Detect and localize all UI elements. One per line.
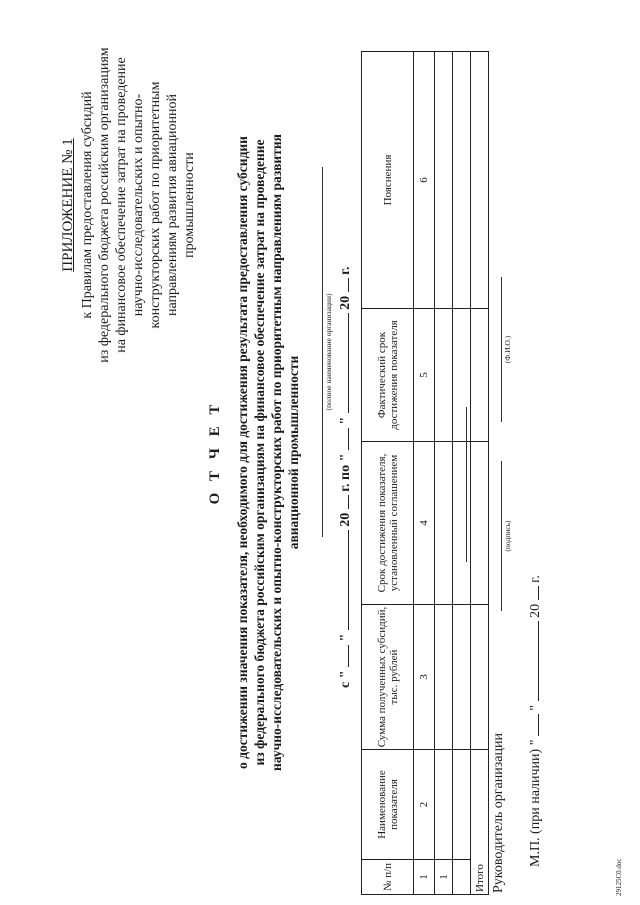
report-period bbox=[336, 268, 354, 688]
appendix-header bbox=[60, 10, 198, 400]
period-end-day-blank bbox=[336, 428, 349, 450]
date-quote: " bbox=[528, 739, 543, 746]
period-start-month-blank bbox=[336, 530, 349, 630]
appendix-line: конструкторских работ по приоритетным bbox=[148, 81, 163, 329]
table-row bbox=[435, 52, 453, 895]
period-to: г. по " bbox=[338, 453, 353, 492]
signature-line bbox=[501, 461, 502, 611]
column-number: 3 bbox=[414, 605, 435, 750]
table-cell bbox=[435, 605, 453, 750]
appendix-line: к Правилам предоставления субсидий bbox=[80, 91, 95, 319]
date-year-blank bbox=[526, 586, 539, 600]
period-start-year-prefix: 20 bbox=[338, 512, 353, 527]
period-end-year-blank bbox=[336, 278, 349, 292]
column-number: 1 bbox=[414, 860, 435, 895]
table-cell bbox=[471, 442, 489, 605]
appendix-line: на финансовое обеспечение затрат на проведение bbox=[114, 57, 129, 353]
period-start-prefix: с " bbox=[338, 670, 353, 688]
full-name-line bbox=[501, 277, 502, 422]
date-month-blank bbox=[526, 621, 539, 701]
table-cell bbox=[453, 750, 471, 860]
table-cell bbox=[453, 309, 471, 442]
header-agreed-deadline: Срок достижения показателя, установленный соглашением bbox=[362, 442, 414, 605]
table-cell bbox=[435, 442, 453, 605]
table-header-row bbox=[362, 52, 414, 895]
table-cell bbox=[435, 750, 453, 860]
report-subtitle-line: из федерального бюджета российским организациям на финансовое обеспечение затрат на проведение bbox=[252, 139, 267, 766]
date-year-prefix: 20 bbox=[528, 603, 543, 618]
table-cell bbox=[453, 442, 471, 605]
header-indicator-name: Наименование показателя bbox=[362, 750, 414, 860]
report-subtitle-line: научно-исследовательских и опытно-конструкторских работ по приоритетным направлениям развития bbox=[269, 134, 284, 771]
table-cell bbox=[471, 309, 489, 442]
appendix-title: ПРИЛОЖЕНИЕ № 1 bbox=[60, 138, 76, 272]
document-code: 29125C0.doc bbox=[615, 858, 623, 896]
table-cell bbox=[453, 605, 471, 750]
table-total-row bbox=[471, 52, 489, 895]
separator-line bbox=[466, 407, 467, 562]
seal-label: М.П. (при наличии) bbox=[528, 748, 543, 867]
table-cell: 1 bbox=[435, 860, 453, 895]
period-end-month-blank bbox=[336, 313, 349, 413]
period-end-quote: " bbox=[338, 416, 353, 425]
header-explanations: Пояснения bbox=[362, 52, 414, 309]
report-table bbox=[361, 51, 489, 895]
appendix-line: промышленности bbox=[182, 152, 197, 258]
table-cell bbox=[471, 52, 489, 309]
date-quote: " bbox=[528, 704, 543, 711]
appendix-line: научно-исследовательских и опытно- bbox=[131, 93, 146, 317]
period-start-quote: " bbox=[338, 633, 353, 642]
period-start-day-blank bbox=[336, 645, 349, 667]
table-cell bbox=[453, 860, 471, 895]
column-number: 4 bbox=[414, 442, 435, 605]
date-day-blank bbox=[526, 714, 539, 736]
report-subtitle-line: о достижении значения показателя, необходимого для достижения результата предоставления субсидии bbox=[235, 136, 250, 769]
header-actual-deadline: Фактический срок достижения показателя bbox=[362, 309, 414, 442]
report-subtitle-line: авиационной промышленности bbox=[286, 355, 301, 550]
period-end-suffix: г. bbox=[338, 266, 353, 275]
table-cell bbox=[435, 309, 453, 442]
table-row bbox=[453, 52, 471, 895]
organization-caption: (полное наименование организации) bbox=[324, 293, 333, 411]
table-cell bbox=[435, 52, 453, 309]
head-of-organization-label: Руководитель организации bbox=[491, 733, 506, 893]
organization-name-line bbox=[322, 167, 323, 537]
period-end-year-prefix: 20 bbox=[338, 295, 353, 310]
full-name-caption: (Ф.И.О.) bbox=[503, 335, 512, 364]
table-cell bbox=[471, 605, 489, 750]
column-number: 6 bbox=[414, 52, 435, 309]
header-subsidy-amount: Сумма полученных субсидий, тыс. рублей bbox=[362, 605, 414, 750]
total-label: Итого bbox=[471, 750, 489, 895]
column-number: 2 bbox=[414, 750, 435, 860]
report-subtitle bbox=[234, 65, 302, 840]
table-column-numbers-row bbox=[414, 52, 435, 895]
date-suffix: г. bbox=[528, 575, 543, 583]
table-cell bbox=[453, 52, 471, 309]
appendix-line: направлениям развития авиационной bbox=[165, 93, 180, 317]
report-title: О Т Ч Е Т bbox=[207, 400, 223, 505]
signature-caption: (подпись) bbox=[503, 520, 512, 552]
period-start-year-blank bbox=[336, 495, 349, 509]
seal-and-date bbox=[526, 575, 544, 867]
column-number: 5 bbox=[414, 309, 435, 442]
appendix-line: из федерального бюджета российским организациям bbox=[97, 47, 112, 363]
header-number: № п/п bbox=[362, 860, 414, 895]
